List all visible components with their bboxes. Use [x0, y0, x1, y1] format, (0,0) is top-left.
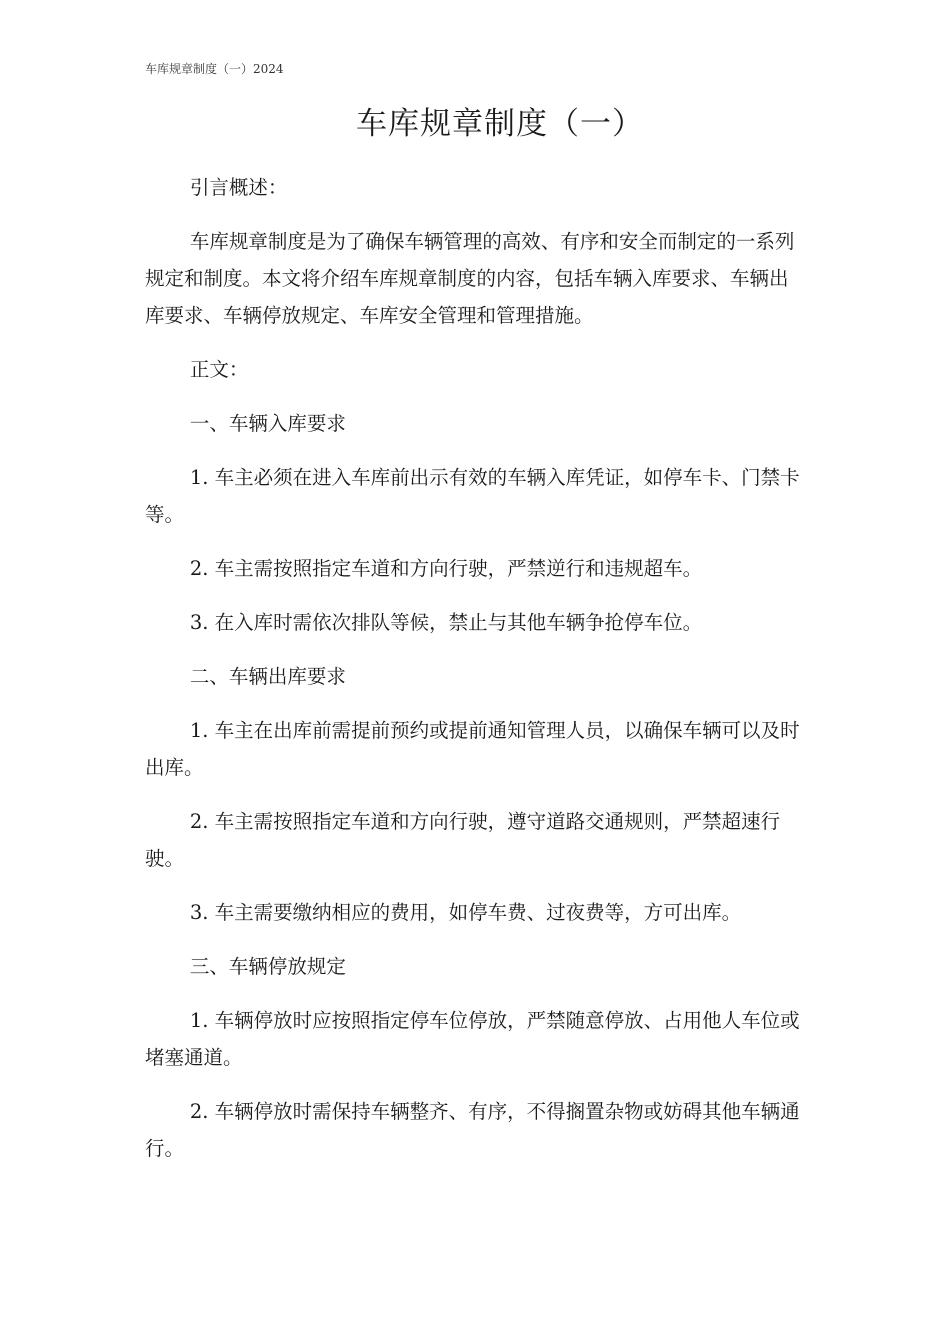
exit-rule-3: 3. 车主需要缴纳相应的费用，如停车费、过夜费等，方可出库。: [189, 901, 742, 924]
entry-rule-2: 2. 车主需按照指定车道和方向行驶，严禁逆行和违规超车。: [189, 557, 703, 580]
parking-rule-1: 1. 车辆停放时应按照指定停车位停放，严禁随意停放、占用他人车位或堵塞通道。: [145, 1009, 800, 1069]
document-body: [145, 169, 805, 1184]
body-label: 正文：: [189, 358, 249, 381]
intro-paragraph: 车库规章制度是为了确保车辆管理的高效、有序和安全而制定的一系列规定和制度。本文将介绍车库规章制度的内容，包括车辆入库要求、车辆出库要求、车辆停放规定、车库安全管理和管理措施。: [145, 230, 795, 327]
document-title: 车库规章制度（一）: [356, 106, 644, 142]
section-heading-parking: 三、车辆停放规定: [189, 955, 346, 978]
parking-rule-2: 2. 车辆停放时需保持车辆整齐、有序，不得搁置杂物或妨碍其他车辆通行。: [145, 1100, 800, 1160]
intro-label: 引言概述：: [189, 176, 288, 199]
section-heading-entry: 一、车辆入库要求: [189, 412, 346, 435]
exit-rule-2: 2. 车主需按照指定车道和方向行驶，遵守道路交通规则，严禁超速行驶。: [145, 810, 781, 870]
entry-rule-1: 1. 车主必须在进入车库前出示有效的车辆入库凭证，如停车卡、门禁卡等。: [145, 466, 800, 526]
exit-rule-1: 1. 车主在出库前需提前预约或提前通知管理人员，以确保车辆可以及时出库。: [145, 719, 800, 779]
section-heading-exit: 二、车辆出库要求: [189, 665, 346, 688]
entry-rule-3: 3. 在入库时需依次排队等候，禁止与其他车辆争抢停车位。: [189, 611, 703, 634]
running-header: 车库规章制度（一）2024: [145, 62, 284, 76]
